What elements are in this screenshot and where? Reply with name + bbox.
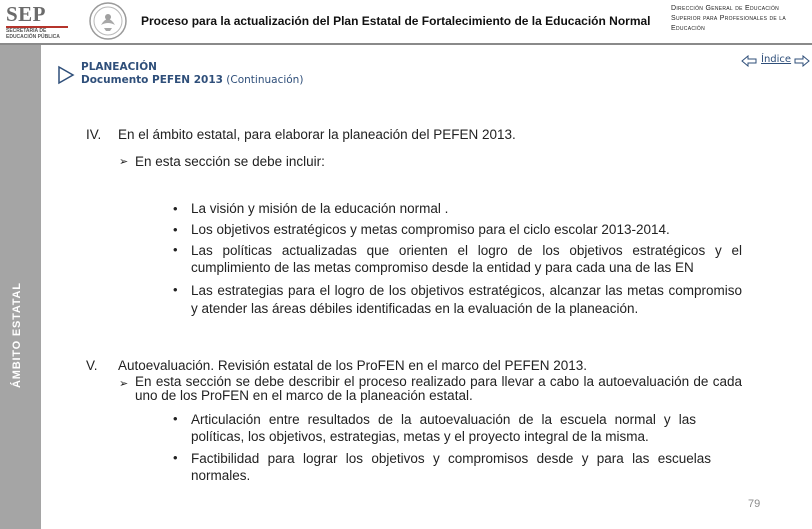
- item-iv-number: IV.: [86, 127, 102, 142]
- header: [0, 0, 812, 43]
- bullet-icon: •: [173, 411, 178, 426]
- bullet-icon: •: [173, 242, 178, 257]
- sep-logo-subtitle: SECRETARÍA DE EDUCACIÓN PÚBLICA: [6, 28, 60, 40]
- sidebar: [0, 45, 41, 529]
- triangle-right-icon: [57, 65, 75, 85]
- arrow-right-icon[interactable]: [794, 55, 810, 67]
- arrow-left-icon[interactable]: [741, 55, 757, 67]
- item-iv-bullet-3: Las políticas actualizadas que orienten el logro de los objetivos estratégicos y el cumplimiento de las metas compromiso desde la entidad y para cada una de las EN: [191, 243, 742, 275]
- header-department: Dirección General de Educación Superior para Profesionales de la Educación: [671, 5, 787, 32]
- sidebar-label: ÁMBITO ESTATAL: [11, 282, 23, 388]
- header-title: Proceso para la actualización del Plan Estatal de Fortalecimiento de la Educación Normal: [141, 14, 651, 28]
- bullet-icon: •: [173, 222, 178, 237]
- chevron-right-icon: ➢: [119, 156, 129, 168]
- item-iv-bullet-4: Las estrategias para el logro de los objetivos estratégicos, alcanzar las metas compromiso y atender las áreas débiles identificadas en la evaluación de la planeación.: [191, 283, 742, 316]
- sep-logo-name: SEP: [6, 2, 47, 26]
- section-doc: Documento PEFEN 2013: [81, 74, 223, 86]
- item-iv-text: En el ámbito estatal, para elaborar la planeación del PEFEN 2013.: [118, 127, 516, 142]
- bullet-icon: •: [173, 201, 178, 216]
- bullet-icon: •: [173, 450, 178, 465]
- item-v-bullet-2: Factibilidad para lograr los objetivos y compromisos desde y para las escuelas normales.: [191, 451, 711, 483]
- mexico-seal-icon: [88, 1, 128, 41]
- item-iv-bullet-1: La visión y misión de la educación normal .: [191, 201, 449, 216]
- section-title: PLANEACIÓN: [81, 61, 157, 73]
- item-v-subheading: En esta sección se debe describir el proceso realizado para llevar a cabo la autoevaluación de cada uno de los ProFEN en el marco de la planeación estatal.: [135, 374, 742, 403]
- item-iv-subheading: En esta sección se debe incluir:: [135, 154, 325, 169]
- header-divider: [0, 43, 812, 45]
- bullet-icon: •: [173, 282, 178, 297]
- item-v-number: V.: [86, 358, 98, 373]
- item-v-bullet-1: Articulación entre resultados de la autoevaluación de la escuela normal y las políticas, los objetivos, estrategias, metas y el proyecto integral de la misma.: [191, 412, 696, 444]
- index-link[interactable]: Índice: [761, 54, 792, 65]
- page-number: 79: [748, 498, 761, 510]
- chevron-right-icon: ➢: [119, 378, 129, 390]
- item-iv-bullet-2: Los objetivos estratégicos y metas compromiso para el ciclo escolar 2013-2014.: [191, 222, 670, 237]
- item-v-text: Autoevaluación. Revisión estatal de los ProFEN en el marco del PEFEN 2013.: [118, 358, 587, 373]
- section-doc-suffix: (Continuación): [226, 74, 304, 86]
- sep-logo: [6, 2, 72, 42]
- section-subtitle: [81, 74, 303, 86]
